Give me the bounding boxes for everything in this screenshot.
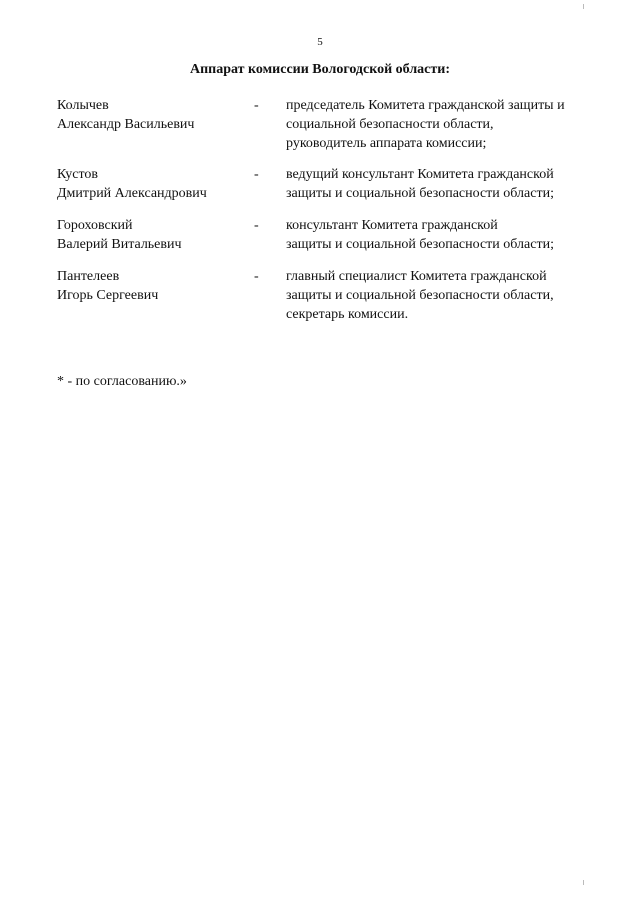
member-role (286, 216, 606, 254)
member-name (57, 96, 247, 134)
member-dash: - (254, 167, 259, 182)
member-given-names: Валерий Витальевич (57, 237, 182, 252)
scan-mark (583, 4, 584, 9)
member-surname: Гороховский (57, 218, 133, 233)
member-role-line: председатель Комитета гражданской защиты и (286, 98, 565, 113)
member-role-line: защиты и социальной безопасности области, (286, 288, 554, 303)
member-surname: Пантелеев (57, 269, 120, 284)
member-role-line: главный специалист Комитета гражданской (286, 269, 547, 284)
member-name (57, 216, 247, 254)
member-surname: Кустов (57, 167, 99, 182)
member-given-names: Дмитрий Александрович (57, 186, 207, 201)
member-role (286, 165, 606, 203)
footnote: * - по согласованию.» (57, 374, 187, 389)
member-role-line: защиты и социальной безопасности области; (286, 237, 554, 252)
member-role-line: руководитель аппарата комиссии; (286, 136, 487, 151)
member-name (57, 267, 247, 305)
member-given-names: Игорь Сергеевич (57, 288, 159, 303)
member-role-line: секретарь комиссии. (286, 307, 409, 322)
member-role-line: консультант Комитета гражданской (286, 218, 498, 233)
member-dash: - (254, 218, 259, 233)
member-role (286, 267, 606, 324)
member-role-line: защиты и социальной безопасности области; (286, 186, 554, 201)
member-name (57, 165, 247, 203)
scan-mark (583, 880, 584, 885)
member-role (286, 96, 606, 153)
member-given-names: Александр Васильевич (57, 117, 195, 132)
member-dash: - (254, 269, 259, 284)
member-dash: - (254, 98, 259, 113)
member-role-line: социальной безопасности области, (286, 117, 494, 132)
page-number: 5 (317, 36, 323, 48)
section-title: Аппарат комиссии Вологодской области: (189, 62, 450, 77)
member-role-line: ведущий консультант Комитета гражданской (286, 167, 554, 182)
member-surname: Колычев (57, 98, 109, 113)
